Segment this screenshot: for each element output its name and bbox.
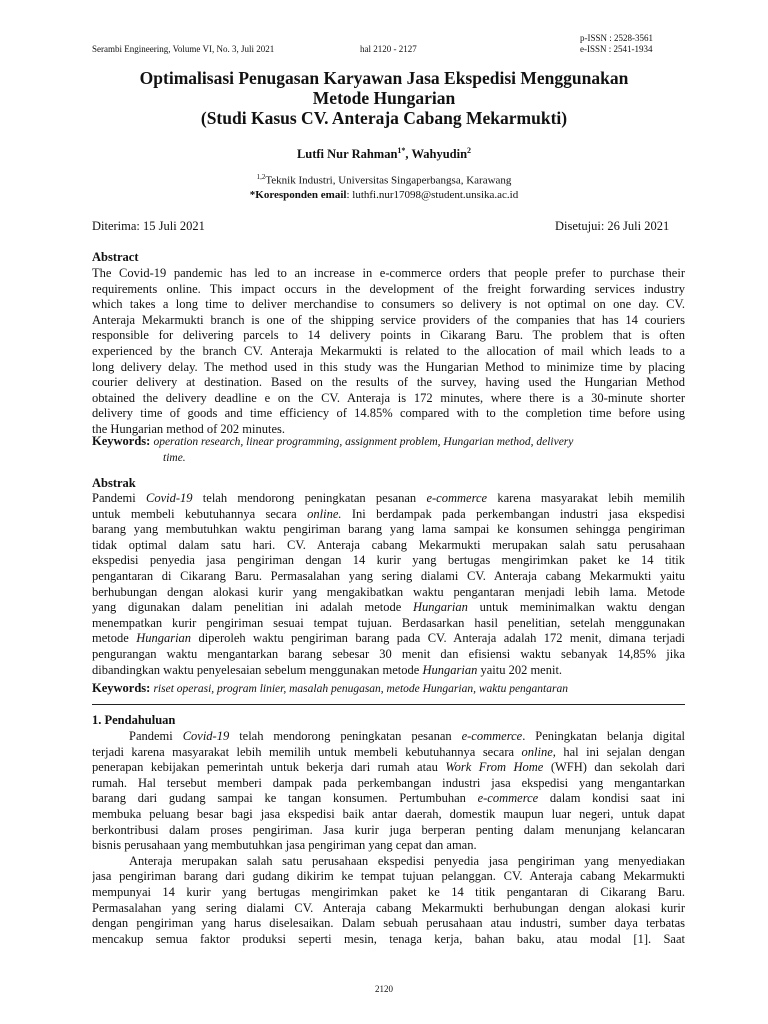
body-line: penerapan kebijakan pemerintah untuk bekerja dari rumah atau Work From Home (WFH) dan sekolah dari — [92, 760, 685, 775]
author-1: Lutfi Nur Rahman — [296, 147, 398, 162]
approved-date: Disetujui: 26 Juli 2021 — [555, 219, 670, 233]
abstract-en-line: obtained the delivery deadline e on the CV. Anteraja is 172 minutes, where there is a 30-minute shorter — [92, 390, 685, 405]
abstract-en-line: the Hungarian method of 202 minutes. — [92, 421, 286, 436]
keywords-en-values: operation research, linear programming, assignment problem, Hungarian method, delivery — [153, 436, 574, 448]
section-body — [92, 729, 685, 947]
abstract-en-line: Anteraja Mekarmukti branch is one of the shipping service providers of the companies that has 14 couriers — [92, 312, 685, 327]
abstract-en-body — [92, 266, 685, 438]
abstract-en-line: courier delivery at destination. Based on the results of the survey, having used the Hungarian Method — [92, 375, 685, 390]
abstract-en-line: delivery time of goods and time efficiency of 14.85% compared with to the completion time before using — [92, 406, 685, 421]
body-line: dengan pengiriman yang harus diselesaikan. Dalam sebuah perusahaan atau industri, sumber daya terbatas — [92, 916, 685, 931]
body-line: berkontribusi dalam proses pengiriman. Jasa kurir juga berperan penting dalam menunjang kelancaran — [92, 822, 685, 837]
keywords-en-values-cont: time. — [163, 452, 186, 464]
abstrak-heading: Abstrak — [92, 476, 136, 490]
abstract-en-line: which takes a long time to deliver merchandise to consumers so delivery is not optimal on one day. CV. — [92, 297, 685, 312]
keywords-en-label: Keywords: — [92, 434, 151, 448]
keywords-en — [92, 434, 685, 466]
section-divider — [92, 704, 685, 705]
affiliation — [60, 170, 708, 202]
abstract-id-line: Pandemi Covid-19 telah mendorong peningkatan pesanan e-commerce karena masyarakat lebih memilih — [92, 491, 685, 505]
abstract-id-body — [92, 491, 685, 678]
abstract-id-line: ekspedisi penyedia jasa pengiriman dengan 14 kurir yang bertugas mengirimkan paket ke 14 titik — [92, 553, 685, 568]
correspondence-label: *Koresponden email — [249, 188, 347, 201]
title-line-2: Metode Hungarian — [312, 88, 456, 108]
abstract-en-line: The Covid-19 pandemic has led to an increase in e-commerce orders that people prefer to purchase their — [92, 266, 685, 280]
abstract-id-line: untuk membeli kebutuhannya secara online. Ini berdampak pada perkembangan industri jasa ekspedisi — [92, 506, 685, 521]
page-range: hal 2120 - 2127 — [360, 44, 417, 54]
body-line: mencakup semua faktor produksi seperti mesin, tenaga kerja, bahan baku, atau modal [1]. Saat — [92, 931, 685, 946]
abstract-id-line: yang digunakan dalam penelitian ini adalah metode Hungarian untuk meminimalkan waktu dengan — [92, 600, 685, 615]
journal-citation: Serambi Engineering, Volume VI, No. 3, Juli 2021 — [92, 44, 275, 54]
title-line-3: (Studi Kasus CV. Anteraja Cabang Mekarmukti) — [200, 108, 568, 128]
abstract-id-line: barang yang membutuhkan waktu pengiriman barang yang lama sampai ke konsumen sehingga pengiriman — [92, 522, 685, 537]
author-separator: , — [405, 147, 412, 162]
title-line-1: Optimalisasi Penugasan Karyawan Jasa Ekspedisi Menggunakan — [139, 68, 629, 88]
abstract-id-line: tidak optimal dalam satu hari. CV. Anteraja cabang Mekarmukti merupakan salah satu perusahaan — [92, 537, 685, 552]
paper-title — [60, 68, 708, 128]
keywords-id-values: riset operasi, program linier, masalah penugasan, metode Hungarian, waktu pengantaran — [153, 683, 568, 695]
body-line: rumah. Hal tersebut memberi dampak pada perkembangan industri jasa ekspedisi yang mengantarkan — [92, 775, 685, 790]
body-line: jasa pengiriman barang dari gudang dikirim ke tempat tujuan pelanggan. CV. Anteraja cabang Mekarmukti — [92, 869, 685, 884]
section-heading: 1. Pendahuluan — [92, 713, 176, 727]
p-issn: p-ISSN : 2528-3561 — [580, 33, 654, 43]
correspondence-email: : luthfi.nur17098@student.unsika.ac.id — [346, 188, 519, 201]
body-line: terjadi karena masyarakat lebih memilih untuk membeli kebutuhannya secara online, hal ini sejalan dengan — [92, 744, 685, 759]
abstract-en-line: responsible for delivering parcels to 14 delivery points in Cikarang Baru. The problem that is often — [92, 328, 685, 343]
e-issn: e-ISSN : 2541-1934 — [580, 44, 653, 54]
keywords-id-label: Keywords: — [92, 681, 151, 695]
authors — [60, 146, 708, 162]
abstract-id-line: berhubungan dengan alokasi kurir yang mengakibatkan waktu pengantaran menjadi lebih lama. Metode — [92, 584, 685, 599]
page-number: 2120 — [375, 984, 393, 994]
abstract-id-line: menempatkan kurir pengiriman sesuai tempat tujuan. Berdasarkan hasil penelitian, setelah menggunakan — [92, 615, 685, 630]
abstract-en-line: requirements online. This impact occurs in the development of the freight forwarding services industry — [92, 281, 685, 296]
abstract-id-line: dibandingkan waktu penyelesaian sebelum menggunakan metode Hungarian yaitu 202 menit. — [92, 662, 563, 677]
abstract-id-line: metode Hungarian diperoleh waktu pengiriman barang pada CV. Anteraja adalah 172 menit, dimana terjadi — [92, 631, 685, 646]
body-line: bisnis perusahaan yang membutuhkan jasa pengiriman yang cepat dan aman. — [92, 838, 477, 853]
author-2-sup: 2 — [467, 146, 472, 155]
received-date: Diterima: 15 Juli 2021 — [92, 219, 205, 233]
body-line: Pandemi Covid-19 telah mendorong peningkatan pesanan e-commerce. Peningkatan belanja digital — [129, 729, 685, 743]
body-line: membuka peluang besar bagi jasa ekspedisi baik antar daerah, domestik maupun luar negeri, untuk dapat — [92, 806, 685, 821]
abstract-id-line: pengantaran di Cikarang Baru. Permasalahan yang sering dialami CV. Anteraja cabang Mekarmukti yaitu — [92, 568, 685, 583]
author-1-sup: 1* — [397, 146, 406, 155]
abstract-en-line: long delivery delay. The method used in this study was the Hungarian Method to minimize time by placing — [92, 359, 685, 374]
keywords-id — [92, 681, 685, 697]
body-line: barang dari gudang sampai ke tangan konsumen. Pertumbuhan e-commerce dalam kondisi saat ini — [92, 791, 685, 806]
abstract-heading: Abstract — [92, 250, 139, 264]
body-line: Permasalahan yang sering dialami CV. Anteraja cabang Mekarmukti berhubungan dengan alokasi kurir — [92, 900, 685, 915]
body-line: Anteraja merupakan salah satu perusahaan ekspedisi penyedia jasa pengiriman yang menyediakan — [129, 853, 685, 868]
author-2: Wahyudin — [411, 147, 468, 162]
abstract-id-line: pengurangan waktu mengantarkan barang sebesar 30 menit dan efisiensi waktu sebanyak 14,85% jika — [92, 646, 685, 661]
affiliation-sup: 1,2 — [256, 173, 266, 181]
affiliation-text: Teknik Industri, Universitas Singaperbangsa, Karawang — [265, 174, 512, 187]
abstract-en-line: experienced by the branch CV. Anteraja Mekarmukti is related to the allocation of mail which leads to a — [92, 343, 685, 358]
body-line: mempunyai 14 kurir yang bertugas mengirimkan paket ke 14 titik pengantaran di Cikarang Baru. — [92, 884, 685, 899]
